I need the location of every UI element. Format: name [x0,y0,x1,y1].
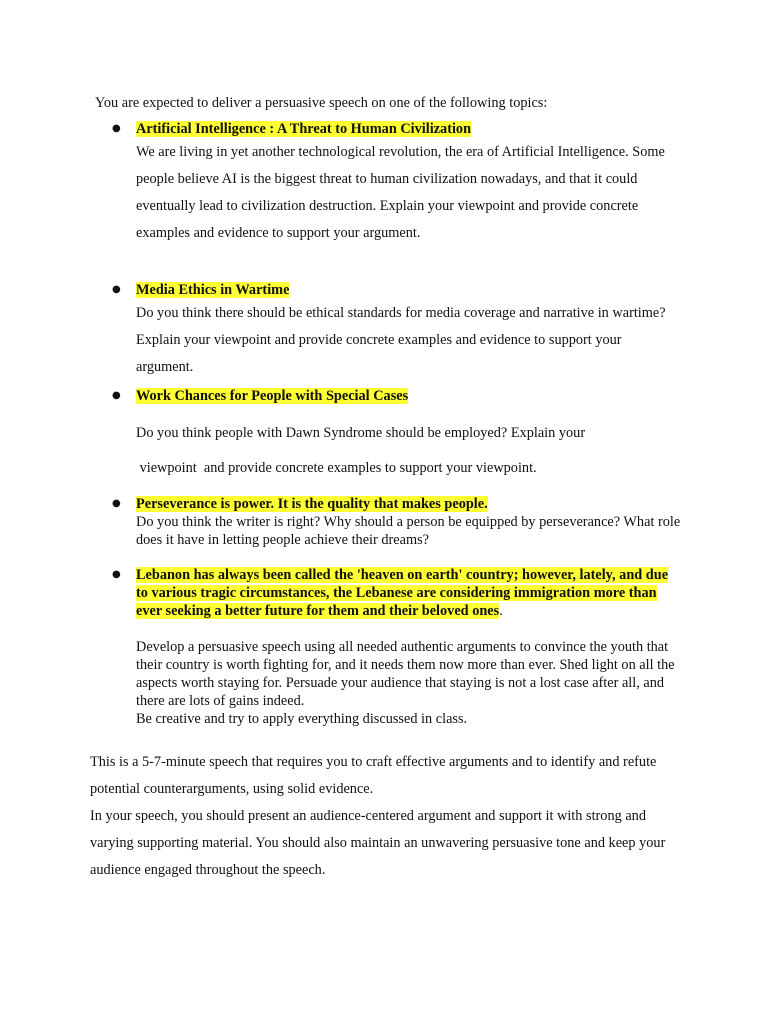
topic-title-text: Media Ethics in Wartime [136,282,290,298]
topic-title [136,495,682,513]
bullet-icon: ● [112,390,121,401]
topic-closing-line: Be creative and try to apply everything discussed in class. [136,711,468,727]
bullet-icon: ● [112,498,121,509]
topic-item-perseverance [112,495,682,549]
topic-description: Develop a persuasive speech using all needed authentic arguments to convince the youth that their country is worth fighting for, and it needs them now more than ever. Shed light on all the aspects worth staying for. Persuade your audience that staying is not a lost case after all, and there are lots of gains indeed. [136,639,675,709]
topic-title [136,566,682,620]
topic-description: Do you think the writer is right? Why should a person be equipped by perseverance? What role does it have in letting people achieve their dreams? [136,514,681,548]
topic-title [136,281,682,299]
topic-item-media-ethics [112,281,682,381]
bullet-icon: ● [112,569,121,580]
bullet-icon: ● [112,284,121,295]
assignment-instructions [90,749,690,884]
topic-item-work-chances [112,387,682,405]
topic-title [136,387,682,405]
instructions-paragraph: In your speech, you should present an audience-centered argument and support it with strong and varying supporting material. You should also maintain an unwavering persuasive tone and keep your audience engaged throughout the speech. [90,808,666,878]
topic-description-line: viewpoint and provide concrete examples to support your viewpoint. [136,460,537,476]
topic-title [136,120,682,138]
topic-title-text: Artificial Intelligence : A Threat to Human Civilization [136,121,472,137]
topic-item-lebanon [112,566,682,728]
topic-description: Do you think there should be ethical standards for media coverage and narrative in wartime? Explain your viewpoint and provide concrete examples and evidence to support your argument. [136,305,666,375]
topic-title-period: . [499,603,503,619]
topic-description: We are living in yet another technological revolution, the era of Artificial Intelligence. Some people believe AI is the biggest threat to human civilization nowadays, and that it could eventually lead to civilization destruction. Explain your viewpoint and provide concrete examples and evidence to support your argument. [136,144,665,241]
topic-title-text: Work Chances for People with Special Cases [136,388,409,404]
topic-item-ai [112,120,682,247]
bullet-icon: ● [112,123,121,134]
intro-text: You are expected to deliver a persuasive speech on one of the following topics: [95,95,548,111]
topic-description-line: Do you think people with Dawn Syndrome should be employed? Explain your [136,425,586,441]
instructions-paragraph: This is a 5-7-minute speech that requires you to craft effective arguments and to identify and refute potential counterarguments, using solid evidence. [90,754,657,797]
topic-title-text: Lebanon has always been called the 'heaven on earth' country; however, lately, and due to various tragic circumstances, the Lebanese are considering immigration more than ever seeking a better future for them and their beloved ones [136,567,669,619]
topic-title-text: Perseverance is power. It is the quality that makes people. [136,496,488,512]
